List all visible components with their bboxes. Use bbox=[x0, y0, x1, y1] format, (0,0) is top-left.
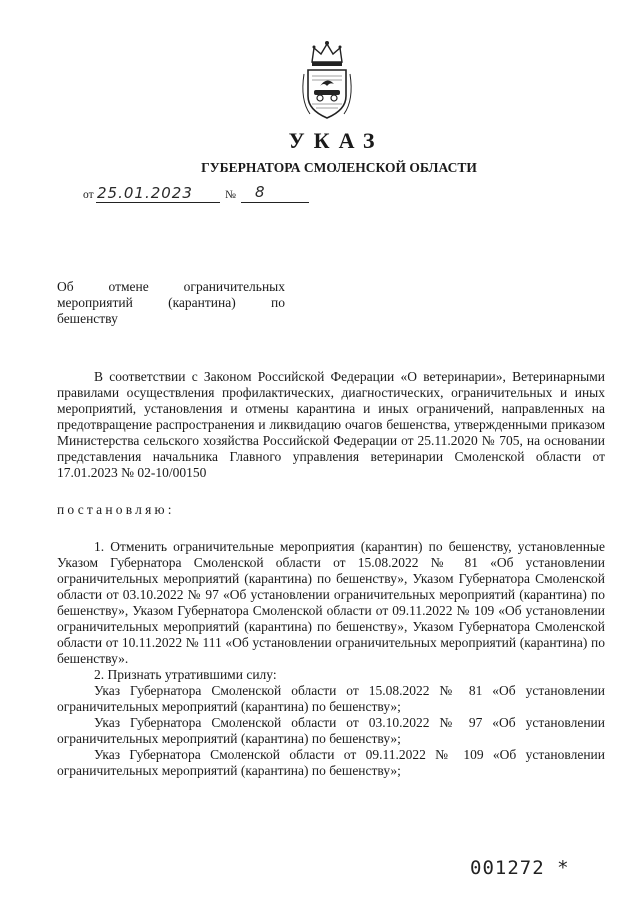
smolensk-coat-of-arms-emblem bbox=[296, 40, 358, 122]
item-2-paragraph: 2. Признать утратившими силу: bbox=[94, 667, 277, 682]
decree-word: постановляю: bbox=[57, 502, 175, 517]
subject-word: мероприятий bbox=[57, 295, 133, 310]
subject-word: отмене bbox=[108, 279, 149, 294]
revoked-decree-1: Указ Губернатора Смоленской области от 15.08.2022 № 81 «Об установлении ограничительных мероприятий (карантина) по бешенству»; bbox=[57, 683, 605, 714]
issuer-subtitle: ГУБЕРНАТОРА СМОЛЕНСКОЙ ОБЛАСТИ bbox=[201, 160, 477, 175]
serial-number-stamp: 001272 * bbox=[470, 857, 570, 879]
revoked-decree-2: Указ Губернатора Смоленской области от 03.10.2022 № 97 «Об установлении ограничительных мероприятий (карантина) по бешенству»; bbox=[57, 715, 605, 746]
subject-line bbox=[57, 295, 285, 311]
date-underline bbox=[96, 202, 220, 203]
revoked-decree-3: Указ Губернатора Смоленской области от 09.11.2022 № 109 «Об установлении ограничительных мероприятий (карантина) по бешенству»; bbox=[57, 747, 605, 778]
document-title: УКАЗ bbox=[288, 128, 384, 153]
subject-word: (карантина) bbox=[168, 295, 236, 310]
subject-word: ограничительных bbox=[183, 279, 285, 294]
number-underline bbox=[241, 202, 309, 203]
item-1-paragraph: 1. Отменить ограничительные мероприятия (карантин) по бешенству, установленные Указом Губернатора Смоленской области от 15.08.2022 № 81 «Об установлении ограничительных мероприятий (карантина) по бешенству», Указом Губернатора Смоленской области от 03.10.2022 № 97 «Об установлении ограничительных мероприятий (карантина) по бешенству», Указом Губернатора Смоленской области от 09.11.2022 № 109 «Об установлении ограничительных мероприятий (карантина) по бешенству», Указом Губернатора Смоленской области от 10.11.2022 № 111 «Об установлении ограничительных мероприятий (карантина) по бешенству». bbox=[57, 539, 605, 666]
handwritten-number: 8 bbox=[255, 183, 266, 201]
handwritten-date: 25.01.2023 bbox=[97, 184, 193, 202]
subject-line bbox=[57, 311, 285, 327]
document-subject bbox=[57, 279, 285, 327]
document-body bbox=[57, 369, 605, 779]
subject-word: по bbox=[271, 295, 285, 310]
number-label: № bbox=[225, 189, 236, 201]
subject-word: бешенству bbox=[57, 311, 118, 326]
date-label: от bbox=[83, 189, 94, 201]
preamble-paragraph: В соответствии с Законом Российской Федерации «О ветеринарии», Ветеринарными правилами осуществления профилактических, диагностических, ограничительных и иных мероприятий, установления и отмены карантина и иных ограничений, направленных на предотвращение распространения и ликвидацию очагов бешенства, утвержденными приказом Министерства сельского хозяйства Российской Федерации от 25.11.2020 № 705, на основании представления начальника Главного управления ветеринарии Смоленской области от 17.01.2023 № 02-10/00150 bbox=[57, 369, 605, 480]
subject-word: Об bbox=[57, 279, 74, 294]
subject-line bbox=[57, 279, 285, 295]
